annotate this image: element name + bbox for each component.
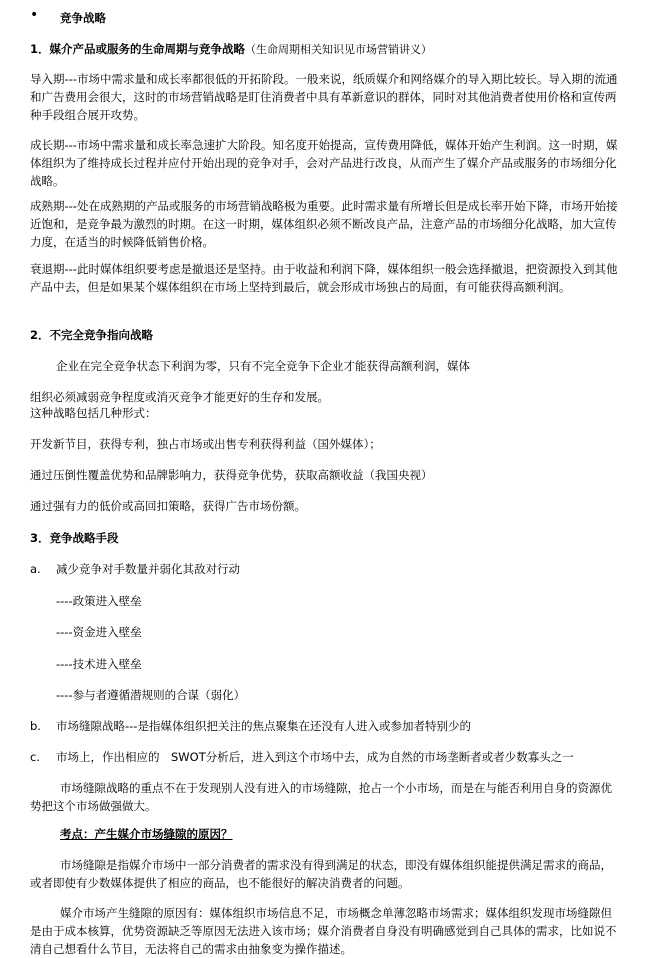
exam-point: 考点：产生媒介市场缝隙的原因？	[60, 827, 233, 841]
s2-form-3: 通过强有力的低价或高回扣策略，获得广告市场份额。	[30, 499, 306, 513]
list-item-b: 市场缝隙战略---是指媒体组织把关注的焦点聚集在还没有人进入或参加者特别少的	[56, 719, 471, 733]
s1-note: （生命周期相关知识见市场营销讲义）	[245, 43, 432, 56]
s2-form-1: 开发新节目，获得专利，独占市场或出售专利获得利益（国外媒体）；	[30, 437, 381, 451]
s2-form-2: 通过压倒性覆盖优势和品牌影响力，获得竞争优势，获取高额收益（我国央视）	[30, 468, 433, 482]
s2-para2a: 组织必须减弱竞争程度或消灭竞争才能更好的生存和发展。	[30, 390, 329, 404]
para-mature: 成熟期---处在成熟期的产品或服务的市场营销战略极为重要。此时需求量有所增长但是成长率开始下降，市场开始接近饱和，是竞争最为激烈的时期。在这一时期，媒体组织必须不断改良产品，注意产品的市场细分化战略，加大宣传力度，在适当的时候降低销售价格。	[30, 199, 618, 249]
s2-heading: 2．不完全竞争指向战略	[30, 328, 154, 342]
s3-heading: 3．竞争战略手段	[30, 531, 119, 545]
s1-heading-line	[30, 40, 620, 59]
para-reason: 媒介市场产生缝隙的原因有：媒体组织市场信息不足，市场概念单薄忽略市场需求；媒体组织发现市场缝隙但是由于成本核算，优势资源缺乏等原因无法进入该市场；媒介消费者自身没有明确感觉到自己具体的需求，比如说不清自己想看什么节目，无法将自己的需求由抽象变为操作描述。	[30, 906, 617, 956]
list-subitem: ----参与者遵循潜规则的合谋（弱化）	[56, 688, 246, 702]
list-subitem: ----资金进入壁垒	[56, 625, 142, 639]
list-marker-b: b.	[30, 719, 41, 733]
s1-heading: 1．媒介产品或服务的生命周期与竞争战略	[30, 42, 245, 56]
list-item-c: 市场上，作出相应的 SWOT分析后，进入到这个市场中去，成为自然的市场垄断者或者少数寡头之一	[56, 750, 574, 764]
bullet-icon: •	[30, 7, 39, 23]
list-marker-c: c.	[30, 750, 40, 764]
para-niche: 市场缝隙战略的重点不在于发现别人没有进入的市场缝隙，抢占一个小市场，而是在与能否利用自身的资源优势把这个市场做强做大。	[30, 781, 612, 813]
para-decline: 衰退期---此时媒体组织要考虑是撤退还是坚持。由于收益和利润下降，媒体组织一般会选择撤退，把资源投入到其他产品中去，但是如果某个媒体组织在市场上坚持到最后，就会形成市场独占的局面，有可能获得高额利润。	[30, 262, 618, 294]
list-subitem: ----政策进入壁垒	[56, 594, 142, 608]
list-marker-a: a.	[30, 562, 41, 576]
section-title: 竞争战略	[60, 11, 106, 25]
s2-para1: 企业在完全竞争状态下利润为零，只有不完全竞争下企业才能获得高额利润，媒体	[56, 359, 470, 373]
para-growth: 成长期---市场中需求量和成长率急速扩大阶段。知名度开始提高，宣传费用降低，媒体开始产生利润。这一时期，媒体组织为了维持成长过程并应付开始出现的竞争对手，会对产品进行改良，从而产生了媒介产品或服务的市场细分化战略。	[30, 138, 618, 188]
list-item-a: 减少竞争对手数量并弱化其敌对行动	[56, 562, 240, 576]
para-gap: 市场缝隙是指媒介市场中一部分消费者的需求没有得到满足的状态，即没有媒体组织能提供满足需求的商品，或者即使有少数媒体提供了相应的商品，也不能很好的解决消费者的问题。	[30, 858, 612, 890]
list-subitem: ----技术进入壁垒	[56, 657, 142, 671]
para-intro: 导入期---市场中需求量和成长率都很低的开拓阶段。一般来说，纸质媒介和网络媒介的导入期比较长。导入期的流通和广告费用会很大，这时的市场营销战略是盯住消费者中具有革新意识的群体，同时对其他消费者使用价格和宣传两种手段组合展开攻势。	[30, 72, 618, 122]
s2-para2b: 这种战略包括几种形式：	[30, 406, 157, 420]
